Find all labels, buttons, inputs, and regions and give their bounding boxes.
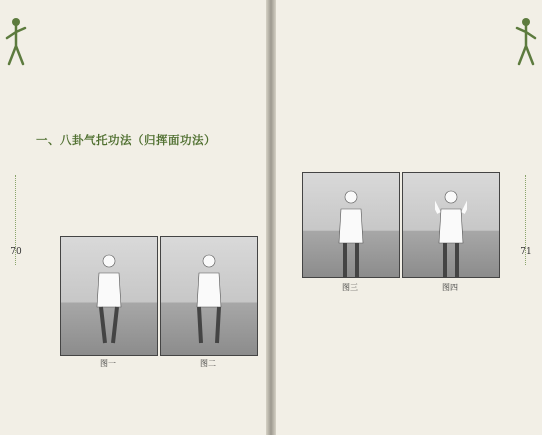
- right-step-7: [278, 338, 502, 350]
- figure-4-caption: 图四: [442, 283, 458, 292]
- martial-artist-icon: [4, 16, 28, 72]
- right-side-column: [510, 0, 542, 435]
- right-page-number: 71: [520, 247, 532, 257]
- figure-2-caption: 图二: [200, 359, 216, 368]
- figure-1-caption: 图一: [100, 359, 116, 368]
- left-step-3: [38, 372, 262, 404]
- right-paragraph-3: [278, 394, 502, 426]
- right-step-8: [278, 352, 502, 392]
- right-page: [272, 0, 542, 435]
- section-heading: 一、八卦气托功法（归挥面功法）: [36, 133, 216, 147]
- left-page-number: 70: [10, 247, 22, 257]
- martial-artist-icon-right: [514, 16, 538, 72]
- left-content-bottom: [32, 0, 268, 435]
- left-page: [0, 0, 270, 435]
- right-content-lower: [272, 0, 508, 435]
- right-paragraph-2: [278, 296, 502, 338]
- figure-3-caption: 图三: [342, 283, 358, 292]
- left-side-column: [0, 0, 32, 435]
